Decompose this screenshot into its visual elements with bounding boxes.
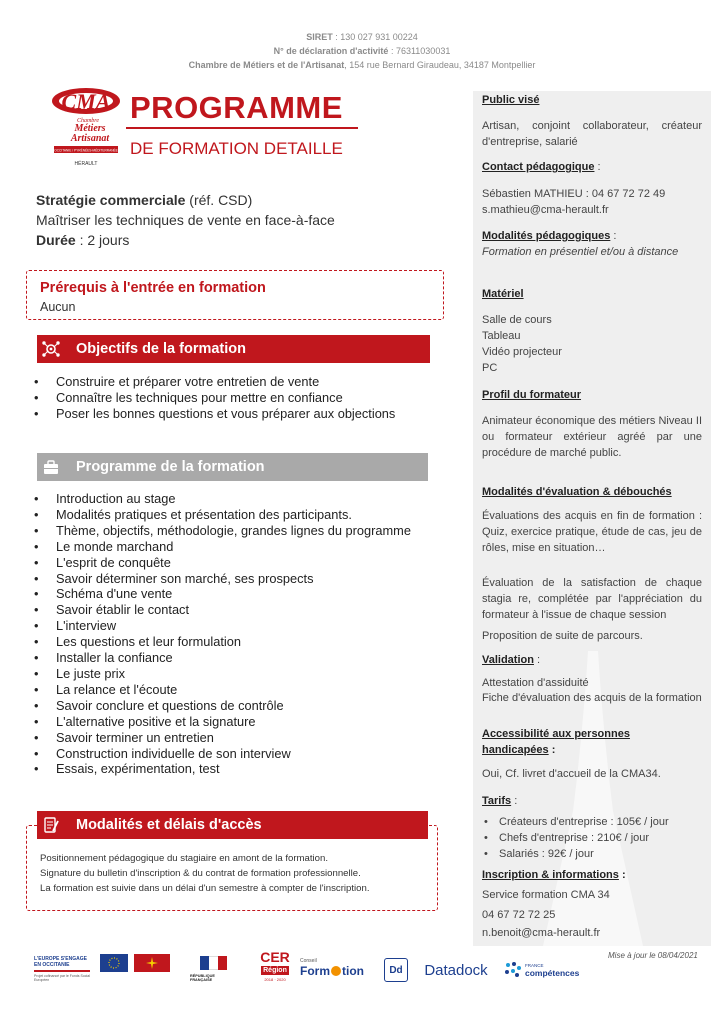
org-line: Chambre de Métiers et de l'Artisanat, 154 rue Bernard Giraudeau, 34187 Montpellier xyxy=(188,60,536,70)
programme-item: • L'interview xyxy=(34,618,464,634)
programme-item: • Les questions et leur formulation xyxy=(34,634,464,650)
acces-header xyxy=(37,811,428,839)
contact-email[interactable]: s.mathieu@cma-herault.fr xyxy=(482,204,609,216)
programme-item: • L'esprit de conquête xyxy=(34,555,464,571)
page-title: PROGRAMME xyxy=(130,90,343,125)
materiel-item: Tableau xyxy=(482,330,521,342)
programme-item: • Installer la confiance xyxy=(34,650,464,666)
document-header xyxy=(0,30,724,72)
conseil-formation-logo: Conseil Form tion xyxy=(300,958,364,978)
acces-line: Positionnement pédagogique du stagiaire en amont de la formation. xyxy=(40,853,329,864)
course-duration: Durée : 2 jours xyxy=(36,232,130,248)
profil-heading: Profil du formateur xyxy=(482,389,582,401)
inscription-phone: 04 67 72 72 25 xyxy=(482,909,556,921)
programme-item: • Savoir terminer un entretien xyxy=(34,730,464,746)
validation-value-1: Attestation d'assiduité xyxy=(482,677,589,689)
svg-text:Artisanat: Artisanat xyxy=(70,133,110,144)
republique-francaise-logo: RÉPUBLIQUE FRANÇAISE xyxy=(190,952,236,986)
contact-phone: Sébastien MATHIEU : 04 67 72 72 49 xyxy=(482,188,666,200)
validation-heading: Validation : xyxy=(482,654,541,666)
programme-item: • La relance et l'écoute xyxy=(34,682,464,698)
cma-logo xyxy=(50,86,122,174)
programme-title: Programme de la formation xyxy=(76,459,265,475)
objectifs-header xyxy=(37,335,430,363)
course-info xyxy=(36,190,335,250)
update-date: Mise à jour le 08/04/2021 xyxy=(608,951,698,960)
programme-item: • Savoir déterminer son marché, ses prospects xyxy=(34,571,464,587)
acces-text xyxy=(40,851,370,896)
declaration-line: N° de déclaration d'activité : 76311030031 xyxy=(273,46,451,56)
tarif-item: • Salariés : 92€ / jour xyxy=(482,846,702,862)
modalites-heading: Modalités pédagogiques : xyxy=(482,230,617,242)
svg-text:HÉRAULT: HÉRAULT xyxy=(74,161,98,167)
course-name-line: Stratégie commerciale (réf. CSD) xyxy=(36,192,253,208)
eval-value-2: Évaluation de la satisfaction de chaque stagia re, complétée par l'appréciation du formateur à l'issue de chaque session xyxy=(482,577,702,621)
eval-heading: Modalités d'évaluation & débouchés xyxy=(482,486,672,498)
partner-logos xyxy=(0,949,724,992)
europe-occitanie-logo: L'EUROPE S'ENGAGE EN OCCITANIE Projet cofinancé par le Fonds Social Européen xyxy=(34,956,91,982)
accessibility-heading: Accessibilité aux personnes handicapées : xyxy=(482,728,630,756)
prereq-title: Prérequis à l'entrée en formation xyxy=(40,280,266,296)
modalites-value: Formation en présentiel et/ou à distance xyxy=(482,246,679,258)
france-competences-logo: FRANCE compétences xyxy=(504,958,584,982)
info-sidebar xyxy=(473,91,711,946)
materiel-item: Vidéo projecteur xyxy=(482,346,562,358)
profil-value: Animateur économique des métiers Niveau II ou formateur extérieur agréé par une procédure de marché public. xyxy=(482,415,702,459)
programme-item: • Savoir établir le contact xyxy=(34,602,464,618)
logo-mark: CMA xyxy=(61,89,111,114)
objectifs-title: Objectifs de la formation xyxy=(76,341,246,357)
programme-list xyxy=(34,491,464,777)
eval-value-1: Évaluations des acquis en fin de formation : Quiz, exercice pratique, étude de cas, jeu de rôles, mise en situation… xyxy=(482,510,702,554)
programme-item: • L'alternative positive et la signature xyxy=(34,714,464,730)
acces-title: Modalités et délais d'accès xyxy=(76,817,262,833)
siret-line: SIRET : 130 027 931 00224 xyxy=(306,32,418,42)
acces-line: Signature du bulletin d'inscription & du contrat de formation professionnelle. xyxy=(40,868,361,879)
objectif-item: • Connaître les techniques pour mettre en confiance xyxy=(34,390,454,406)
tarif-item: • Chefs d'entreprise : 210€ / jour xyxy=(482,830,702,846)
network-gear-icon xyxy=(37,335,65,363)
accessibility-value: Oui, Cf. livret d'accueil de la CMA34. xyxy=(482,768,661,780)
materiel-item: PC xyxy=(482,362,498,374)
document-pen-icon xyxy=(37,811,65,839)
svg-text:OCCITANIE / PYRÉNÉES-MÉDITERRA: OCCITANIE / PYRÉNÉES-MÉDITERRANÉE xyxy=(54,148,118,153)
contact-heading: Contact pédagogique : xyxy=(482,161,601,173)
programme-item: • Modalités pratiques et présentation des participants. xyxy=(34,507,464,523)
tarifs-heading: Tarifs : xyxy=(482,795,518,807)
objectif-item: • Poser les bonnes questions et vous préparer aux objections xyxy=(34,406,454,422)
course-subtitle: Maîtriser les techniques de vente en face-à-face xyxy=(36,212,335,228)
datadock-icon: Dd xyxy=(384,958,408,982)
programme-item: • Introduction au stage xyxy=(34,491,464,507)
programme-header xyxy=(37,453,428,481)
tarifs-list xyxy=(482,814,702,862)
programme-item: • Schéma d'une vente xyxy=(34,586,464,602)
programme-item: • Le monde marchand xyxy=(34,539,464,555)
eu-flag-icon xyxy=(100,954,128,972)
programme-item: • Thème, objectifs, méthodologie, grandes lignes du programme xyxy=(34,523,464,539)
occitanie-region-logo xyxy=(134,954,170,972)
eval-value-3: Proposition de suite de parcours. xyxy=(482,630,643,642)
validation-value-2: Fiche d'évaluation des acquis de la formation xyxy=(482,692,702,704)
acces-line: La formation est suivie dans un délai d'un semestre à compter de l'inscription. xyxy=(40,883,370,894)
cer-region-logo: CER Région 2018 · 2020 xyxy=(260,949,290,982)
materiel-list xyxy=(482,312,702,376)
objectifs-list xyxy=(34,374,454,422)
programme-item: • Savoir conclure et questions de contrôle xyxy=(34,698,464,714)
svg-text:Métiers: Métiers xyxy=(74,123,106,134)
programme-item: • Le juste prix xyxy=(34,666,464,682)
public-value: Artisan, conjoint collaborateur, créateur d'entreprise, salarié xyxy=(482,120,702,148)
briefcase-icon xyxy=(37,453,65,481)
prereq-value: Aucun xyxy=(40,300,76,314)
public-heading: Public visé xyxy=(482,94,540,106)
objectif-item: • Construire et préparer votre entretien de vente xyxy=(34,374,454,390)
prereq-box xyxy=(26,270,444,320)
datadock-logo: Datadock xyxy=(424,961,488,979)
inscription-service: Service formation CMA 34 xyxy=(482,889,610,901)
tarif-item: • Créateurs d'entreprise : 105€ / jour xyxy=(482,814,702,830)
programme-item: • Essais, expérimentation, test xyxy=(34,761,464,777)
inscription-email[interactable]: n.benoit@cma-herault.fr xyxy=(482,927,601,939)
materiel-heading: Matériel xyxy=(482,288,524,300)
page-subtitle: DE FORMATION DETAILLE xyxy=(130,139,343,158)
programme-item: • Construction individuelle de son interview xyxy=(34,746,464,762)
dots-icon xyxy=(504,961,522,979)
title-divider xyxy=(126,127,358,129)
inscription-heading: Inscription & informations : xyxy=(482,869,626,881)
svg-text:Chambre: Chambre xyxy=(76,118,100,124)
materiel-item: Salle de cours xyxy=(482,314,552,326)
